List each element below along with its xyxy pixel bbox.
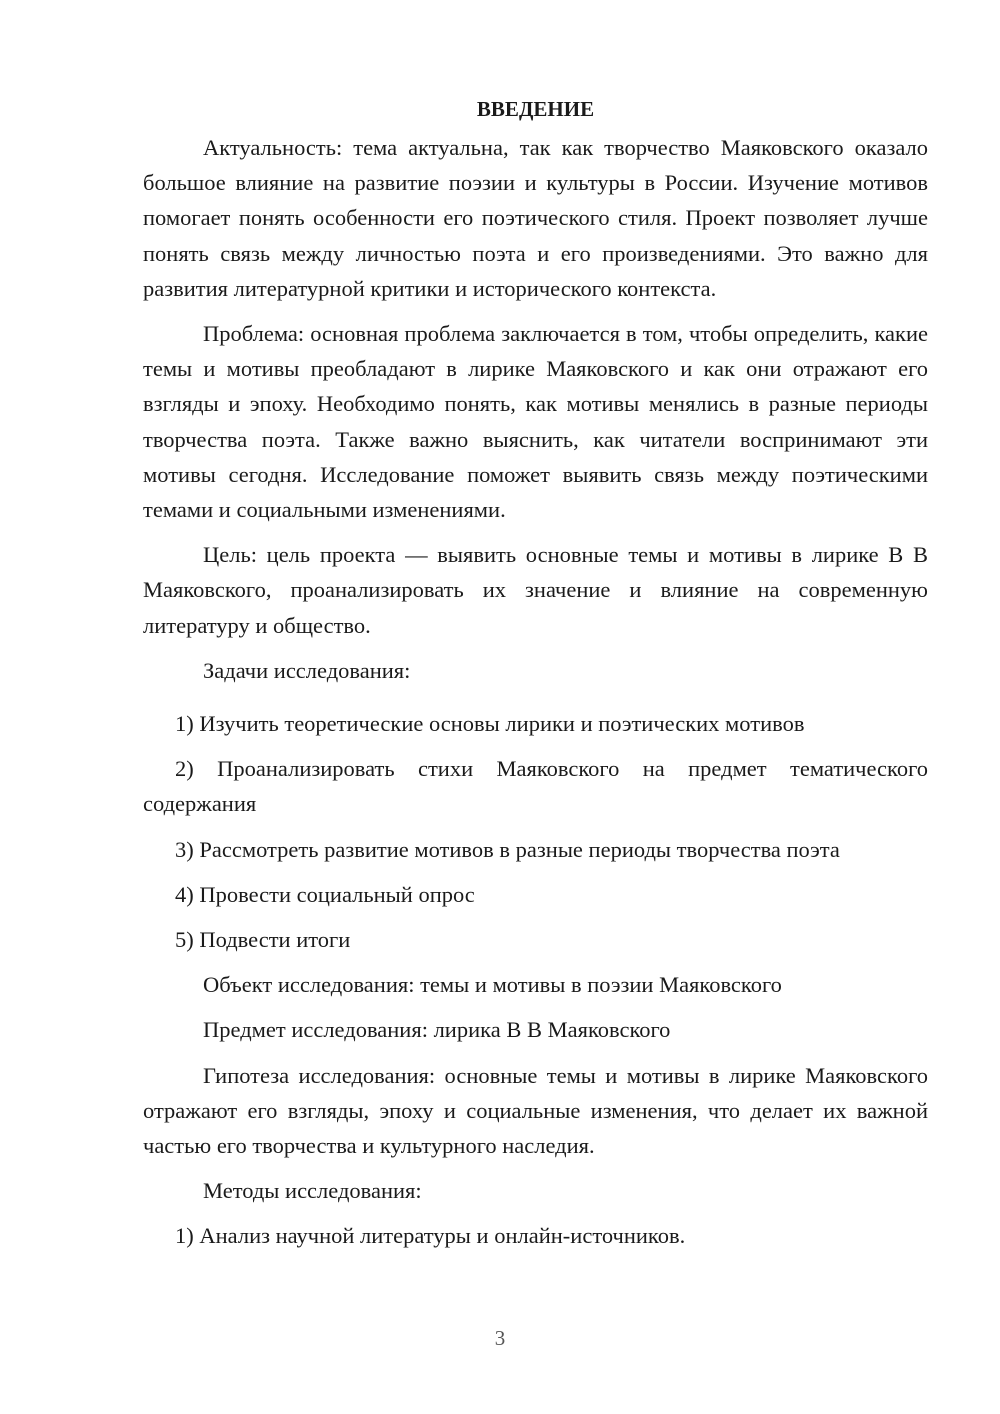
method-item: 1) Анализ научной литературы и онлайн-источников. xyxy=(175,1223,686,1249)
subject-paragraph: Предмет исследования: лирика В В Маяковского xyxy=(203,1017,671,1043)
task-item: 4) Провести социальный опрос xyxy=(175,881,475,907)
goal-paragraph: Цель: цель проекта — выявить основные темы и мотивы в лирике В В Маяковского, проанализировать их значение и влияние на современную литературу и общество. xyxy=(143,542,928,638)
task-item: 1) Изучить теоретические основы лирики и поэтических мотивов xyxy=(175,711,805,737)
relevance-paragraph: Актуальность: тема актуальна, так как творчество Маяковского оказало большое влияние на развитие поэзии и культуры в России. Изучение мотивов помогает понять особенности его поэтического стиля. Проект позволяет лучше понять связь между личностью поэта и его произведениями. Это важно для развития литературной критики и исторического контекста. xyxy=(143,135,928,301)
page-number: 3 xyxy=(494,1326,506,1350)
hypothesis-paragraph: Гипотеза исследования: основные темы и мотивы в лирике Маяковского отражают его взгляды, эпоху и социальные изменения, что делает их важной частью его творчества и культурного наследия. xyxy=(143,1062,928,1159)
problem-paragraph: Проблема: основная проблема заключается в том, чтобы определить, какие темы и мотивы преобладают в лирике Маяковского и как они отражают его взгляды и эпоху. Необходимо понять, как мотивы менялись в разные периоды творчества поэта. Также важно выяснить, как читатели воспринимают эти мотивы сегодня. Исследование поможет выявить связь между поэтическими темами и социальными изменениями. xyxy=(143,321,928,523)
methods-title: Методы исследования: xyxy=(203,1178,422,1204)
task-item: 3) Рассмотреть развитие мотивов в разные периоды творчества поэта xyxy=(175,836,840,862)
object-paragraph: Объект исследования: темы и мотивы в поэзии Маяковского xyxy=(203,972,782,998)
page-content xyxy=(143,92,928,1254)
section-heading: ВВЕДЕНИЕ xyxy=(476,97,595,121)
task-item: 2) Проанализировать стихи Маяковского на предмет тематического содержания xyxy=(143,756,928,817)
tasks-title: Задачи исследования: xyxy=(203,657,411,683)
task-item: 5) Подвести итоги xyxy=(175,927,351,953)
